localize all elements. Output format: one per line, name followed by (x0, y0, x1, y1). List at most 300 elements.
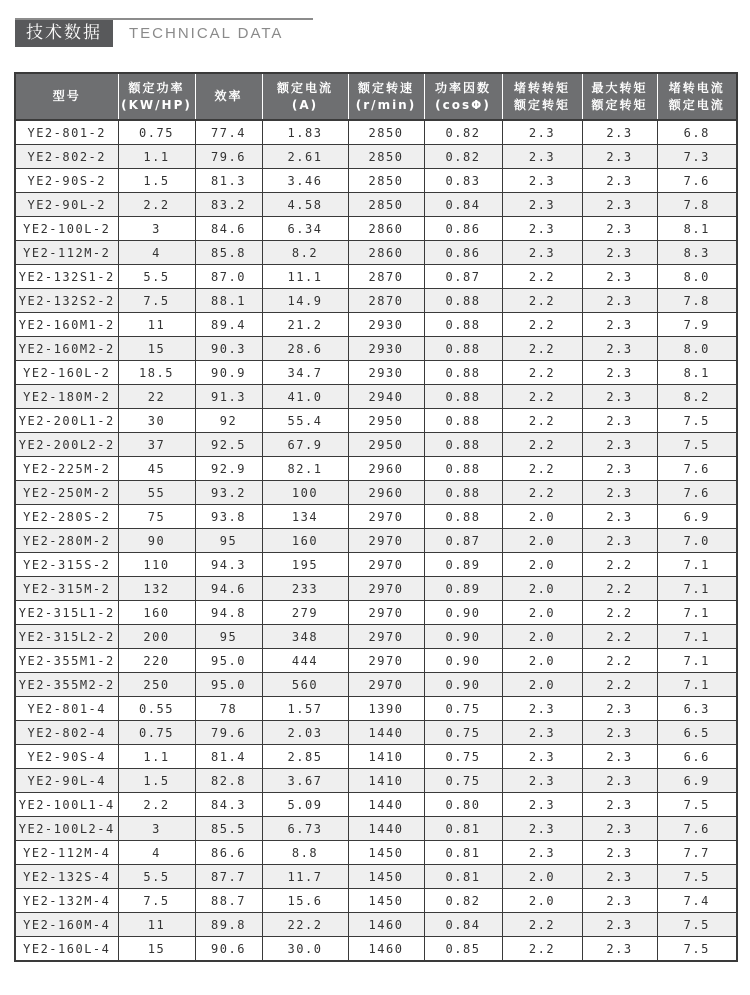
table-cell: 7.5 (657, 409, 737, 433)
table-cell: 88.7 (195, 889, 262, 913)
table-cell: 2.3 (582, 120, 657, 145)
table-cell: 200 (118, 625, 195, 649)
table-cell: 55.4 (262, 409, 348, 433)
table-row (15, 793, 737, 817)
table-cell: YE2-225M-2 (15, 457, 118, 481)
table-cell: 87.0 (195, 265, 262, 289)
table-cell: 22 (118, 385, 195, 409)
table-cell: 2970 (348, 529, 424, 553)
table-cell: YE2-90L-2 (15, 193, 118, 217)
table-cell: 89.8 (195, 913, 262, 937)
table-cell: 6.9 (657, 769, 737, 793)
table-cell: 6.9 (657, 505, 737, 529)
table-cell: 1.83 (262, 120, 348, 145)
table-cell: 83.2 (195, 193, 262, 217)
column-header: 型号 (15, 73, 118, 120)
table-cell: 90.3 (195, 337, 262, 361)
table-cell: 14.9 (262, 289, 348, 313)
table-cell: 0.84 (424, 913, 502, 937)
table-cell: 90.9 (195, 361, 262, 385)
table-cell: 6.73 (262, 817, 348, 841)
table-cell: 2.3 (582, 913, 657, 937)
section-title-cn: 技术数据 (15, 20, 113, 47)
table-cell: 2.0 (502, 625, 582, 649)
column-header: 额定功率 (KW/HP) (118, 73, 195, 120)
table-cell: 2.3 (582, 409, 657, 433)
table-cell: 3 (118, 217, 195, 241)
table-cell: YE2-280S-2 (15, 505, 118, 529)
table-row (15, 865, 737, 889)
table-cell: 2.2 (502, 265, 582, 289)
table-cell: 2970 (348, 505, 424, 529)
table-cell: 2.0 (502, 673, 582, 697)
table-cell: 0.88 (424, 457, 502, 481)
table-cell: 1450 (348, 841, 424, 865)
table-row (15, 577, 737, 601)
table-cell: 160 (118, 601, 195, 625)
table-cell: YE2-280M-2 (15, 529, 118, 553)
table-cell: 2860 (348, 241, 424, 265)
table-cell: 0.89 (424, 553, 502, 577)
table-row (15, 385, 737, 409)
table-cell: 3 (118, 817, 195, 841)
table-cell: 55 (118, 481, 195, 505)
table-cell: 77.4 (195, 120, 262, 145)
table-row (15, 145, 737, 169)
table-cell: 2.3 (582, 193, 657, 217)
table-cell: 2.2 (582, 673, 657, 697)
table-cell: 2.3 (582, 289, 657, 313)
table-cell: YE2-801-4 (15, 697, 118, 721)
table-cell: YE2-160M2-2 (15, 337, 118, 361)
table-cell: 2.85 (262, 745, 348, 769)
table-cell: 2.2 (502, 481, 582, 505)
table-cell: 7.0 (657, 529, 737, 553)
table-cell: 7.8 (657, 289, 737, 313)
table-cell: YE2-200L2-2 (15, 433, 118, 457)
table-cell: 2.3 (582, 505, 657, 529)
table-row (15, 241, 737, 265)
table-cell: 2970 (348, 625, 424, 649)
table-cell: 0.80 (424, 793, 502, 817)
table-cell: 7.6 (657, 169, 737, 193)
table-cell: 5.09 (262, 793, 348, 817)
table-cell: 2.2 (502, 361, 582, 385)
table-cell: 0.86 (424, 217, 502, 241)
table-cell: YE2-802-2 (15, 145, 118, 169)
table-cell: 0.55 (118, 697, 195, 721)
table-cell: 2.2 (582, 649, 657, 673)
table-cell: 22.2 (262, 913, 348, 937)
table-cell: 5.5 (118, 265, 195, 289)
table-cell: 7.5 (657, 913, 737, 937)
table-cell: 2.0 (502, 553, 582, 577)
table-cell: 0.88 (424, 481, 502, 505)
table-cell: YE2-250M-2 (15, 481, 118, 505)
table-cell: 45 (118, 457, 195, 481)
table-cell: 7.5 (118, 289, 195, 313)
table-cell: 2.3 (582, 433, 657, 457)
table-cell: 2930 (348, 337, 424, 361)
table-cell: 2.2 (582, 577, 657, 601)
table-cell: 2.3 (502, 793, 582, 817)
table-cell: 0.83 (424, 169, 502, 193)
table-cell: 1440 (348, 817, 424, 841)
table-cell: 0.90 (424, 601, 502, 625)
table-cell: 81.3 (195, 169, 262, 193)
table-cell: 82.8 (195, 769, 262, 793)
table-cell: 2.3 (502, 697, 582, 721)
table-cell: YE2-112M-4 (15, 841, 118, 865)
table-row (15, 313, 737, 337)
table-cell: 0.75 (424, 697, 502, 721)
table-cell: YE2-100L-2 (15, 217, 118, 241)
table-row (15, 625, 737, 649)
table-cell: 2.3 (502, 241, 582, 265)
table-cell: 93.2 (195, 481, 262, 505)
table-cell: 2.3 (502, 841, 582, 865)
table-row (15, 697, 737, 721)
table-cell: 2.2 (582, 601, 657, 625)
table-cell: 160 (262, 529, 348, 553)
table-cell: 2.3 (502, 769, 582, 793)
table-cell: 2.3 (582, 817, 657, 841)
table-cell: YE2-180M-2 (15, 385, 118, 409)
table-cell: 2.03 (262, 721, 348, 745)
table-cell: 0.82 (424, 145, 502, 169)
table-cell: 2.3 (582, 793, 657, 817)
table-cell: 1390 (348, 697, 424, 721)
table-cell: 2.2 (582, 625, 657, 649)
table-header-row (15, 73, 737, 120)
table-cell: 6.6 (657, 745, 737, 769)
table-cell: YE2-160M-4 (15, 913, 118, 937)
table-cell: 6.5 (657, 721, 737, 745)
table-cell: 2940 (348, 385, 424, 409)
table-cell: 34.7 (262, 361, 348, 385)
table-cell: 89.4 (195, 313, 262, 337)
table-cell: 6.34 (262, 217, 348, 241)
table-cell: 1.1 (118, 145, 195, 169)
table-cell: YE2-112M-2 (15, 241, 118, 265)
table-cell: 2.0 (502, 601, 582, 625)
table-cell: 2970 (348, 649, 424, 673)
table-cell: YE2-90S-2 (15, 169, 118, 193)
table-cell: 7.6 (657, 817, 737, 841)
table-cell: 90.6 (195, 937, 262, 962)
table-cell: 2.3 (502, 817, 582, 841)
table-cell: 8.0 (657, 265, 737, 289)
table-cell: 92.5 (195, 433, 262, 457)
table-cell: 0.81 (424, 817, 502, 841)
table-cell: 1410 (348, 769, 424, 793)
table-cell: 560 (262, 673, 348, 697)
table-cell: 7.8 (657, 193, 737, 217)
table-cell: 1.57 (262, 697, 348, 721)
table-cell: 4 (118, 841, 195, 865)
table-cell: 2870 (348, 289, 424, 313)
table-cell: 2.2 (502, 433, 582, 457)
table-cell: 0.87 (424, 265, 502, 289)
table-cell: 2.3 (582, 481, 657, 505)
table-cell: 2.3 (582, 769, 657, 793)
table-cell: 2.3 (502, 745, 582, 769)
column-header: 额定电流 (A) (262, 73, 348, 120)
table-cell: 2950 (348, 433, 424, 457)
table-cell: 78 (195, 697, 262, 721)
table-cell: 67.9 (262, 433, 348, 457)
table-cell: 8.1 (657, 217, 737, 241)
table-cell: 7.6 (657, 481, 737, 505)
table-cell: 75 (118, 505, 195, 529)
table-cell: 88.1 (195, 289, 262, 313)
table-cell: 90 (118, 529, 195, 553)
table-cell: 8.2 (657, 385, 737, 409)
table-cell: 94.8 (195, 601, 262, 625)
table-cell: 3.46 (262, 169, 348, 193)
table-cell: 0.85 (424, 937, 502, 962)
table-cell: 2.0 (502, 889, 582, 913)
table-cell: 0.89 (424, 577, 502, 601)
table-cell: 37 (118, 433, 195, 457)
table-cell: 3.67 (262, 769, 348, 793)
table-cell: 2.3 (502, 120, 582, 145)
table-cell: 1450 (348, 889, 424, 913)
table-cell: 132 (118, 577, 195, 601)
table-cell: 21.2 (262, 313, 348, 337)
table-cell: 2.3 (582, 529, 657, 553)
table-cell: 7.1 (657, 601, 737, 625)
table-cell: 7.1 (657, 553, 737, 577)
table-cell: 95.0 (195, 649, 262, 673)
table-cell: 0.75 (424, 745, 502, 769)
table-cell: 8.2 (262, 241, 348, 265)
table-cell: YE2-160L-4 (15, 937, 118, 962)
table-cell: 0.88 (424, 385, 502, 409)
table-row (15, 841, 737, 865)
column-header: 效率 (195, 73, 262, 120)
table-cell: 2960 (348, 481, 424, 505)
table-row (15, 289, 737, 313)
table-row (15, 745, 737, 769)
table-cell: 1450 (348, 865, 424, 889)
table-cell: 444 (262, 649, 348, 673)
table-cell: 1440 (348, 721, 424, 745)
table-cell: 93.8 (195, 505, 262, 529)
table-cell: YE2-355M2-2 (15, 673, 118, 697)
column-header: 堵转转矩 额定转矩 (502, 73, 582, 120)
table-cell: 100 (262, 481, 348, 505)
table-cell: 2.0 (502, 865, 582, 889)
table-cell: 2.3 (582, 457, 657, 481)
table-cell: 134 (262, 505, 348, 529)
table-cell: 195 (262, 553, 348, 577)
table-cell: 1.5 (118, 769, 195, 793)
table-cell: 2.2 (502, 937, 582, 962)
table-cell: 7.1 (657, 577, 737, 601)
table-cell: 2.3 (582, 937, 657, 962)
table-row (15, 937, 737, 962)
table-cell: 7.5 (657, 793, 737, 817)
table-cell: 0.90 (424, 649, 502, 673)
table-cell: YE2-90S-4 (15, 745, 118, 769)
table-cell: 2.2 (502, 289, 582, 313)
table-cell: 6.8 (657, 120, 737, 145)
table-cell: 8.3 (657, 241, 737, 265)
table-cell: 279 (262, 601, 348, 625)
table-cell: 84.3 (195, 793, 262, 817)
table-cell: 0.81 (424, 841, 502, 865)
table-row (15, 601, 737, 625)
section-title-en: TECHNICAL DATA (129, 25, 284, 42)
table-cell: 92.9 (195, 457, 262, 481)
table-cell: 2850 (348, 169, 424, 193)
table-cell: 1460 (348, 937, 424, 962)
table-cell: 7.1 (657, 625, 737, 649)
table-cell: 11.1 (262, 265, 348, 289)
table-cell: 0.87 (424, 529, 502, 553)
table-cell: 7.9 (657, 313, 737, 337)
table-row (15, 721, 737, 745)
table-cell: 82.1 (262, 457, 348, 481)
table-cell: 0.88 (424, 313, 502, 337)
table-cell: 85.8 (195, 241, 262, 265)
table-cell: YE2-315L1-2 (15, 601, 118, 625)
table-cell: 2.3 (582, 361, 657, 385)
table-cell: 2.2 (502, 337, 582, 361)
table-cell: 0.90 (424, 673, 502, 697)
table-cell: 2.2 (118, 793, 195, 817)
table-cell: 81.4 (195, 745, 262, 769)
table-row (15, 409, 737, 433)
table-cell: 2.3 (582, 241, 657, 265)
table-cell: 30.0 (262, 937, 348, 962)
table-cell: 2.3 (582, 313, 657, 337)
table-cell: 41.0 (262, 385, 348, 409)
table-cell: 2.2 (118, 193, 195, 217)
table-cell: 94.6 (195, 577, 262, 601)
table-cell: YE2-802-4 (15, 721, 118, 745)
table-cell: 2.3 (582, 145, 657, 169)
table-cell: 0.88 (424, 289, 502, 313)
table-cell: 91.3 (195, 385, 262, 409)
table-cell: 2850 (348, 193, 424, 217)
table-cell: 5.5 (118, 865, 195, 889)
table-cell: YE2-315L2-2 (15, 625, 118, 649)
table-cell: 348 (262, 625, 348, 649)
table-cell: 79.6 (195, 721, 262, 745)
table-cell: 2.2 (502, 385, 582, 409)
table-body (15, 120, 737, 961)
table-cell: 2970 (348, 553, 424, 577)
table-cell: 0.75 (118, 120, 195, 145)
table-cell: 1460 (348, 913, 424, 937)
table-cell: 0.75 (424, 769, 502, 793)
table-cell: 84.6 (195, 217, 262, 241)
table-cell: 0.88 (424, 361, 502, 385)
table-cell: 7.6 (657, 457, 737, 481)
table-cell: 0.86 (424, 241, 502, 265)
table-cell: 250 (118, 673, 195, 697)
table-cell: 86.6 (195, 841, 262, 865)
table-cell: 2.3 (582, 265, 657, 289)
table-cell: 220 (118, 649, 195, 673)
table-cell: 79.6 (195, 145, 262, 169)
table-cell: 2850 (348, 145, 424, 169)
column-header: 功率因数 (cosΦ) (424, 73, 502, 120)
table-cell: 2850 (348, 120, 424, 145)
table-cell: 7.7 (657, 841, 737, 865)
table-cell: 11 (118, 913, 195, 937)
table-cell: YE2-90L-4 (15, 769, 118, 793)
table-row (15, 193, 737, 217)
table-cell: 6.3 (657, 697, 737, 721)
table-cell: 95.0 (195, 673, 262, 697)
column-header: 额定转速 (r/min) (348, 73, 424, 120)
table-cell: 8.8 (262, 841, 348, 865)
table-cell: 0.90 (424, 625, 502, 649)
table-cell: 2.0 (502, 505, 582, 529)
table-cell: 2870 (348, 265, 424, 289)
table-cell: 2970 (348, 673, 424, 697)
table-cell: 15 (118, 937, 195, 962)
table-cell: 1.5 (118, 169, 195, 193)
table-cell: 2.3 (582, 697, 657, 721)
table-cell: 85.5 (195, 817, 262, 841)
table-cell: 11 (118, 313, 195, 337)
table-cell: 2950 (348, 409, 424, 433)
table-row (15, 457, 737, 481)
table-cell: 7.5 (657, 937, 737, 962)
table-cell: 4.58 (262, 193, 348, 217)
table-cell: 2.2 (502, 457, 582, 481)
table-row (15, 361, 737, 385)
table-cell: 0.82 (424, 120, 502, 145)
table-cell: 2.3 (502, 193, 582, 217)
table-cell: 30 (118, 409, 195, 433)
column-header: 最大转矩 额定转矩 (582, 73, 657, 120)
table-cell: 11.7 (262, 865, 348, 889)
table-row (15, 120, 737, 145)
table-cell: YE2-132S2-2 (15, 289, 118, 313)
table-cell: YE2-100L2-4 (15, 817, 118, 841)
table-cell: 1.1 (118, 745, 195, 769)
table-cell: 0.88 (424, 337, 502, 361)
table-cell: 4 (118, 241, 195, 265)
table-cell: 0.82 (424, 889, 502, 913)
table-cell: 2.3 (582, 217, 657, 241)
table-cell: 0.75 (424, 721, 502, 745)
table-cell: YE2-200L1-2 (15, 409, 118, 433)
table-cell: 92 (195, 409, 262, 433)
table-cell: 8.1 (657, 361, 737, 385)
table-cell: 2930 (348, 361, 424, 385)
table-cell: 87.7 (195, 865, 262, 889)
table-row (15, 217, 737, 241)
table-cell: YE2-132S-4 (15, 865, 118, 889)
column-header: 堵转电流 额定电流 (657, 73, 737, 120)
table-cell: 15 (118, 337, 195, 361)
table-cell: 7.5 (118, 889, 195, 913)
table-cell: 2.2 (502, 409, 582, 433)
table-cell: 7.5 (657, 865, 737, 889)
table-cell: YE2-132M-4 (15, 889, 118, 913)
table-cell: 1440 (348, 793, 424, 817)
table-row (15, 553, 737, 577)
table-cell: 2.3 (502, 217, 582, 241)
table-cell: 7.4 (657, 889, 737, 913)
table-cell: 2970 (348, 601, 424, 625)
